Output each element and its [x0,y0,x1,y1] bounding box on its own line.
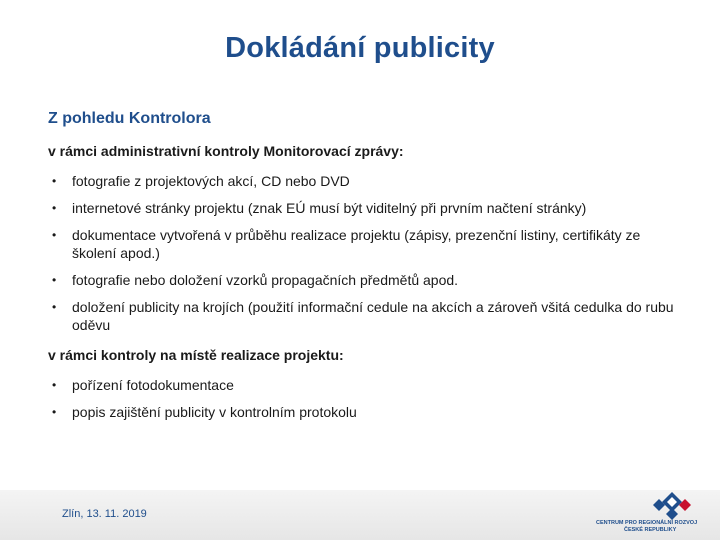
list-item [48,172,678,190]
list-item-text: doložení publicity na krojích (použití informační cedule na akcích a zároveň všitá cedulka do rubu oděvu [72,299,674,333]
footer-date: Zlín, 13. 11. 2019 [62,508,147,520]
list-item-text: pořízení fotodokumentace [72,377,234,393]
bullet-icon: • [52,273,57,287]
list-item-text: fotografie nebo doložení vzorků propagačních předmětů apod. [72,272,459,288]
bullet-icon: • [52,174,57,188]
section-heading-administrative: v rámci administrativní kontroly Monitorovací zprávy: [48,143,404,159]
slide-title: Dokládání publicity [225,32,495,64]
bullet-icon: • [52,228,57,242]
bullet-icon: • [52,201,57,215]
logo-caption [596,520,718,534]
bullet-icon: • [52,378,57,392]
slide-content [48,110,678,433]
bullet-icon: • [52,405,57,419]
list-item-text: popis zajištění publicity v kontrolním protokolu [72,404,357,420]
logo-caption-line1: CENTRUM PRO REGIONÁLNÍ ROZVOJ [596,520,698,526]
bullet-list-administrative [48,172,678,334]
logo-caption-line2: ČESKÉ REPUBLIKY [624,527,677,533]
list-item [48,376,678,394]
bullet-list-onsite [48,376,678,421]
list-item [48,271,678,289]
slide-subtitle: Z pohledu Kontrolora [48,110,211,127]
bullet-icon: • [52,300,57,314]
list-item [48,403,678,421]
list-item-text: fotografie z projektových akcí, CD nebo DVD [72,173,350,189]
list-item-text: internetové stránky projektu (znak EÚ musí být viditelný při prvním načtení stránky) [72,200,587,216]
list-item [48,226,678,262]
section-heading-onsite: v rámci kontroly na místě realizace projektu: [48,347,344,363]
list-item [48,298,678,334]
list-item [48,199,678,217]
list-item-text: dokumentace vytvořená v průběhu realizace projektu (zápisy, prezenční listiny, certifikáty ze školení apod.) [72,227,641,261]
